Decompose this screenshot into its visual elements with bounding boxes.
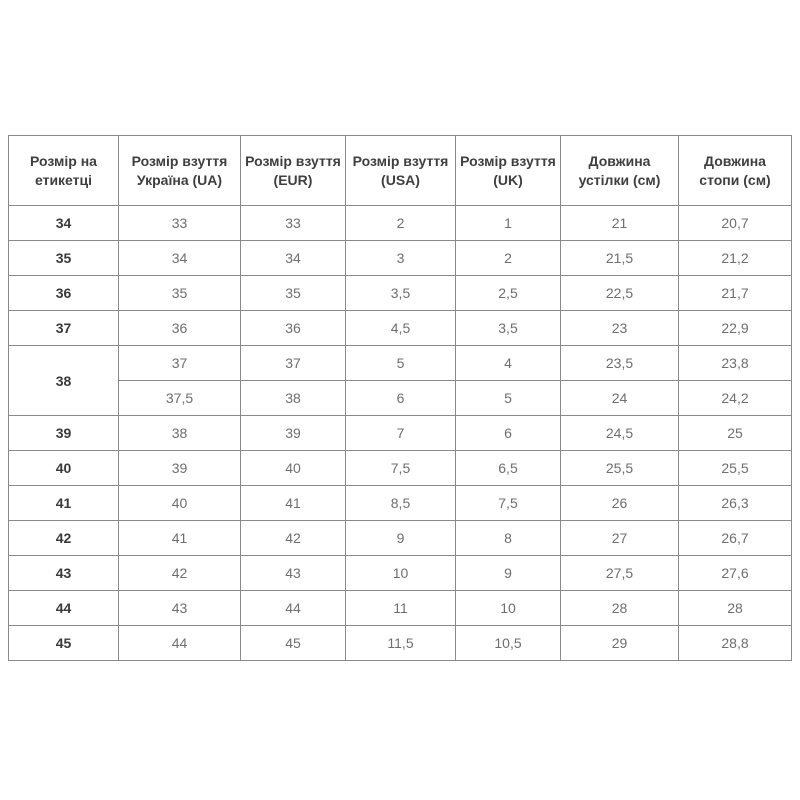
- size-value-cell: 27,6: [679, 556, 792, 591]
- table-row: [9, 241, 792, 276]
- size-value-cell: 26,7: [679, 521, 792, 556]
- size-value-cell: 3: [346, 241, 456, 276]
- size-label-cell: 45: [9, 626, 119, 661]
- table-row: [9, 591, 792, 626]
- size-value-cell: 24,5: [561, 416, 679, 451]
- shoe-size-table: [8, 135, 792, 661]
- size-value-cell: 23,8: [679, 346, 792, 381]
- size-value-cell: 28: [561, 591, 679, 626]
- table-row: [9, 346, 792, 381]
- header-size-usa: Розмір взуття (USA): [346, 136, 456, 206]
- table-row: [9, 311, 792, 346]
- size-value-cell: 7,5: [456, 486, 561, 521]
- size-value-cell: 22,9: [679, 311, 792, 346]
- size-value-cell: 39: [119, 451, 241, 486]
- size-value-cell: 2: [456, 241, 561, 276]
- size-value-cell: 6: [346, 381, 456, 416]
- size-value-cell: 37: [119, 346, 241, 381]
- size-value-cell: 38: [241, 381, 346, 416]
- size-value-cell: 4: [456, 346, 561, 381]
- header-row: [9, 136, 792, 206]
- size-value-cell: 20,7: [679, 206, 792, 241]
- size-value-cell: 21,5: [561, 241, 679, 276]
- size-value-cell: 21,2: [679, 241, 792, 276]
- size-value-cell: 40: [119, 486, 241, 521]
- size-value-cell: 34: [119, 241, 241, 276]
- size-value-cell: 11: [346, 591, 456, 626]
- size-value-cell: 41: [119, 521, 241, 556]
- size-value-cell: 2,5: [456, 276, 561, 311]
- size-value-cell: 25: [679, 416, 792, 451]
- header-insole-length: Довжина устілки (см): [561, 136, 679, 206]
- size-value-cell: 2: [346, 206, 456, 241]
- table-row: [9, 486, 792, 521]
- size-value-cell: 34: [241, 241, 346, 276]
- size-value-cell: 10: [456, 591, 561, 626]
- size-label-cell: 35: [9, 241, 119, 276]
- size-table-body: [9, 206, 792, 661]
- size-value-cell: 6,5: [456, 451, 561, 486]
- size-value-cell: 24: [561, 381, 679, 416]
- size-value-cell: 24,2: [679, 381, 792, 416]
- size-value-cell: 33: [241, 206, 346, 241]
- size-value-cell: 9: [456, 556, 561, 591]
- size-value-cell: 43: [241, 556, 346, 591]
- size-value-cell: 23,5: [561, 346, 679, 381]
- size-label-cell: 42: [9, 521, 119, 556]
- size-value-cell: 42: [119, 556, 241, 591]
- size-value-cell: 7,5: [346, 451, 456, 486]
- size-value-cell: 1: [456, 206, 561, 241]
- size-value-cell: 44: [119, 626, 241, 661]
- size-value-cell: 39: [241, 416, 346, 451]
- table-row: [9, 521, 792, 556]
- table-header: [9, 136, 792, 206]
- table-row: [9, 626, 792, 661]
- size-value-cell: 3,5: [346, 276, 456, 311]
- size-value-cell: 26: [561, 486, 679, 521]
- size-value-cell: 28: [679, 591, 792, 626]
- size-value-cell: 5: [346, 346, 456, 381]
- size-value-cell: 27,5: [561, 556, 679, 591]
- size-value-cell: 41: [241, 486, 346, 521]
- size-value-cell: 40: [241, 451, 346, 486]
- table-row: [9, 451, 792, 486]
- header-foot-length: Довжина стопи (см): [679, 136, 792, 206]
- size-value-cell: 35: [241, 276, 346, 311]
- size-value-cell: 21,7: [679, 276, 792, 311]
- header-size-ua: Розмір взуття Україна (UA): [119, 136, 241, 206]
- table-row: [9, 276, 792, 311]
- size-value-cell: 8,5: [346, 486, 456, 521]
- size-value-cell: 25,5: [561, 451, 679, 486]
- header-size-uk: Розмір взуття (UK): [456, 136, 561, 206]
- size-value-cell: 11,5: [346, 626, 456, 661]
- size-value-cell: 8: [456, 521, 561, 556]
- size-value-cell: 7: [346, 416, 456, 451]
- size-value-cell: 43: [119, 591, 241, 626]
- size-value-cell: 25,5: [679, 451, 792, 486]
- table-row: [9, 416, 792, 451]
- size-value-cell: 45: [241, 626, 346, 661]
- size-value-cell: 28,8: [679, 626, 792, 661]
- size-value-cell: 37: [241, 346, 346, 381]
- size-label-cell: 36: [9, 276, 119, 311]
- size-value-cell: 44: [241, 591, 346, 626]
- size-value-cell: 33: [119, 206, 241, 241]
- size-label-cell: 37: [9, 311, 119, 346]
- size-value-cell: 10: [346, 556, 456, 591]
- size-value-cell: 29: [561, 626, 679, 661]
- size-value-cell: 21: [561, 206, 679, 241]
- size-value-cell: 37,5: [119, 381, 241, 416]
- size-label-cell: 34: [9, 206, 119, 241]
- size-value-cell: 22,5: [561, 276, 679, 311]
- size-value-cell: 38: [119, 416, 241, 451]
- size-label-cell: 41: [9, 486, 119, 521]
- table-row: [9, 381, 792, 416]
- table-row: [9, 206, 792, 241]
- header-size-eur: Розмір взуття (EUR): [241, 136, 346, 206]
- size-label-cell: 43: [9, 556, 119, 591]
- header-size-on-label: Розмір на етикетці: [9, 136, 119, 206]
- size-value-cell: 3,5: [456, 311, 561, 346]
- size-label-cell: 44: [9, 591, 119, 626]
- size-label-cell: 38: [9, 346, 119, 416]
- size-value-cell: 42: [241, 521, 346, 556]
- size-value-cell: 10,5: [456, 626, 561, 661]
- size-label-cell: 39: [9, 416, 119, 451]
- size-value-cell: 27: [561, 521, 679, 556]
- table-row: [9, 556, 792, 591]
- size-value-cell: 36: [119, 311, 241, 346]
- size-label-cell: 40: [9, 451, 119, 486]
- size-value-cell: 6: [456, 416, 561, 451]
- size-value-cell: 36: [241, 311, 346, 346]
- size-value-cell: 5: [456, 381, 561, 416]
- size-value-cell: 23: [561, 311, 679, 346]
- size-value-cell: 9: [346, 521, 456, 556]
- size-value-cell: 35: [119, 276, 241, 311]
- size-value-cell: 26,3: [679, 486, 792, 521]
- size-value-cell: 4,5: [346, 311, 456, 346]
